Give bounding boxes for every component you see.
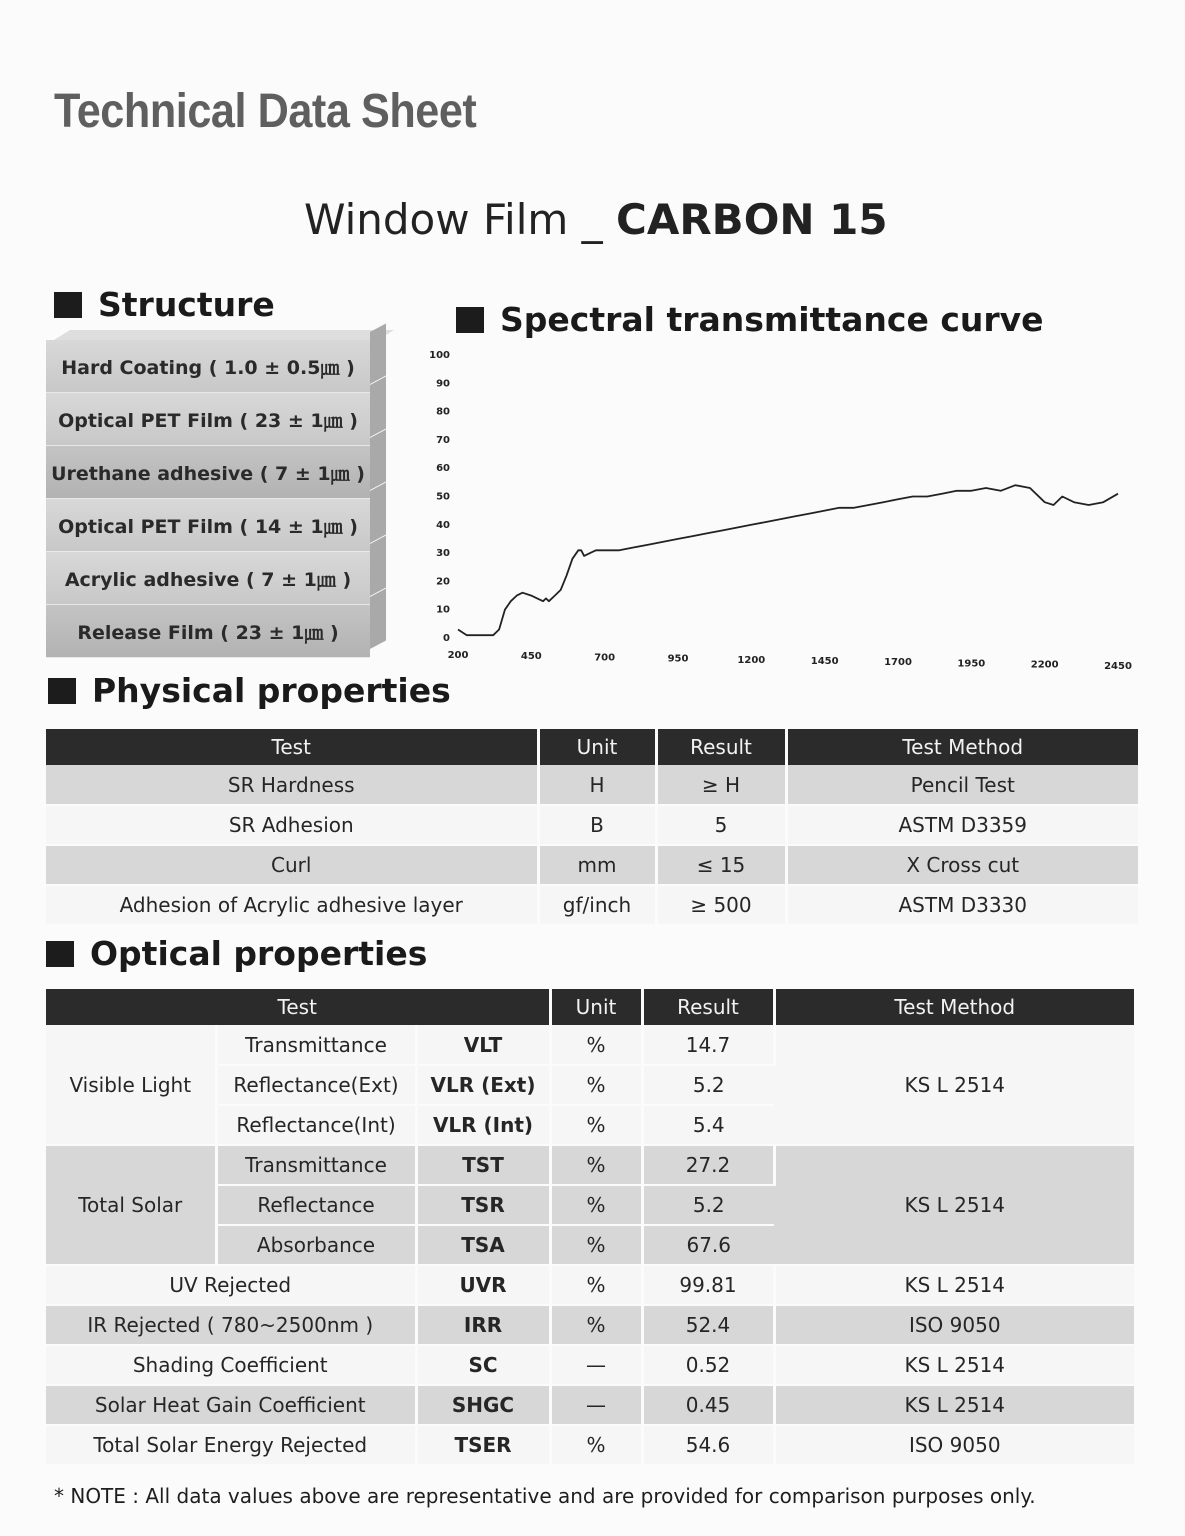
result-cell: 5.2 [642, 1185, 774, 1225]
layer-release-film: Release Film ( 23 ± 1㎛ ) [46, 605, 370, 658]
test-cell: Adhesion of Acrylic adhesive layer [46, 885, 538, 925]
method-cell: Pencil Test [786, 765, 1138, 805]
code-cell: TST [416, 1145, 550, 1185]
code-cell: VLT [416, 1025, 550, 1065]
method-cell: X Cross cut [786, 845, 1138, 885]
structure-heading [54, 285, 275, 324]
unit-cell: % [550, 1185, 642, 1225]
unit-cell: % [550, 1225, 642, 1265]
code-cell: VLR (Int) [416, 1105, 550, 1145]
layer-urethane-adhesive: Urethane adhesive ( 7 ± 1㎛ ) [46, 446, 370, 499]
result-cell: 54.6 [642, 1425, 774, 1465]
unit-cell: mm [538, 845, 656, 885]
result-cell: 5.4 [642, 1105, 774, 1145]
x-tick-label: 2200 [1030, 659, 1059, 671]
result-cell: 5.2 [642, 1065, 774, 1105]
unit-cell: H [538, 765, 656, 805]
document-title: Technical Data Sheet [54, 85, 477, 138]
square-bullet-icon [48, 678, 76, 704]
test-cell: Transmittance [216, 1025, 416, 1065]
test-cell: Reflectance(Int) [216, 1105, 416, 1145]
test-cell: Absorbance [216, 1225, 416, 1265]
test-cell: UV Rejected [46, 1265, 416, 1305]
transmittance-series-line [458, 485, 1118, 635]
physical-properties-table [46, 729, 1138, 926]
table-row [46, 1345, 1134, 1385]
method-cell: ASTM D3330 [786, 885, 1138, 925]
y-tick-label: 20 [436, 576, 450, 588]
footnote: * NOTE : All data values above are representative and are provided for comparison purposes only. [54, 1484, 1036, 1508]
column-header: Result [642, 989, 774, 1025]
product-name: CARBON 15 [616, 195, 888, 244]
result-cell: 0.52 [642, 1345, 774, 1385]
code-cell: VLR (Ext) [416, 1065, 550, 1105]
code-cell: TSER [416, 1425, 550, 1465]
y-tick-label: 0 [443, 633, 450, 644]
x-tick-label: 2450 [1104, 660, 1132, 672]
unit-cell: % [550, 1065, 642, 1105]
product-prefix: Window Film _ [304, 195, 617, 244]
table-row [46, 885, 1138, 925]
table-header-row [46, 729, 1138, 765]
test-cell: SR Hardness [46, 765, 538, 805]
y-tick-label: 90 [436, 378, 450, 390]
column-header: Unit [538, 729, 656, 765]
table-row [46, 845, 1138, 885]
table-header-row [46, 989, 1134, 1025]
y-tick-label: 10 [436, 604, 450, 616]
product-title [304, 195, 888, 244]
unit-cell: % [550, 1105, 642, 1145]
x-tick-label: 1700 [884, 657, 912, 669]
method-cell: KS L 2514 [774, 1385, 1134, 1425]
result-cell: ≥ H [656, 765, 786, 805]
method-cell: KS L 2514 [774, 1265, 1134, 1305]
test-cell: Reflectance [216, 1185, 416, 1225]
test-cell: Shading Coefficient [46, 1345, 416, 1385]
layer-hard-coating: Hard Coating ( 1.0 ± 0.5㎛ ) [46, 340, 370, 393]
x-tick-label: 1200 [737, 654, 766, 666]
unit-cell: gf/inch [538, 885, 656, 925]
spectral-transmittance-chart [420, 340, 1150, 680]
group-cell: Visible Light [46, 1025, 216, 1145]
code-cell: UVR [416, 1265, 550, 1305]
spectral-heading [456, 300, 1044, 339]
table-row [46, 1425, 1134, 1465]
unit-cell: % [550, 1025, 642, 1065]
column-header: Test Method [774, 989, 1134, 1025]
y-tick-label: 60 [436, 463, 450, 475]
y-tick-label: 100 [429, 350, 450, 361]
optical-heading [46, 934, 427, 973]
code-cell: SHGC [416, 1385, 550, 1425]
square-bullet-icon [54, 292, 82, 318]
y-tick-label: 30 [436, 548, 450, 560]
table-row [46, 765, 1138, 805]
table-row [46, 1385, 1134, 1425]
unit-cell: B [538, 805, 656, 845]
spectral-heading-text: Spectral transmittance curve [500, 300, 1044, 339]
result-cell: 67.6 [642, 1225, 774, 1265]
square-bullet-icon [46, 941, 74, 967]
method-cell: ISO 9050 [774, 1425, 1134, 1465]
x-tick-label: 1450 [810, 656, 839, 667]
layer-optical-pet-1: Optical PET Film ( 23 ± 1㎛ ) [46, 393, 370, 446]
table-row [46, 1025, 1134, 1065]
method-cell: ASTM D3359 [786, 805, 1138, 845]
layer-optical-pet-2: Optical PET Film ( 14 ± 1㎛ ) [46, 499, 370, 552]
table-row [46, 1145, 1134, 1185]
structure-layer-stack [46, 340, 386, 658]
column-header: Unit [550, 989, 642, 1025]
y-tick-label: 70 [436, 434, 450, 446]
column-header: Test Method [786, 729, 1138, 765]
result-cell: ≥ 500 [656, 885, 786, 925]
optical-properties-table [46, 989, 1134, 1466]
structure-heading-text: Structure [98, 285, 275, 324]
test-cell: Transmittance [216, 1145, 416, 1185]
result-cell: 99.81 [642, 1265, 774, 1305]
x-tick-label: 950 [667, 653, 689, 665]
physical-heading-text: Physical properties [92, 671, 451, 710]
test-cell: IR Rejected ( 780~2500nm ) [46, 1305, 416, 1345]
test-cell: Reflectance(Ext) [216, 1065, 416, 1105]
column-header: Test [46, 989, 550, 1025]
test-cell: Curl [46, 845, 538, 885]
y-tick-label: 50 [436, 491, 450, 503]
unit-cell: % [550, 1265, 642, 1305]
square-bullet-icon [456, 307, 484, 333]
y-tick-label: 40 [436, 519, 450, 531]
code-cell: TSR [416, 1185, 550, 1225]
layer-acrylic-adhesive: Acrylic adhesive ( 7 ± 1㎛ ) [46, 552, 370, 605]
method-cell: ISO 9050 [774, 1305, 1134, 1345]
code-cell: TSA [416, 1225, 550, 1265]
column-header: Result [656, 729, 786, 765]
unit-cell: % [550, 1305, 642, 1345]
method-cell: KS L 2514 [774, 1345, 1134, 1385]
result-cell: 27.2 [642, 1145, 774, 1185]
physical-heading [48, 671, 451, 710]
test-cell: Total Solar Energy Rejected [46, 1425, 416, 1465]
optical-heading-text: Optical properties [90, 934, 428, 973]
table-row [46, 805, 1138, 845]
result-cell: ≤ 15 [656, 845, 786, 885]
code-cell: SC [416, 1345, 550, 1385]
result-cell: 14.7 [642, 1025, 774, 1065]
unit-cell: — [550, 1385, 642, 1425]
method-cell: KS L 2514 [774, 1145, 1134, 1265]
unit-cell: — [550, 1345, 642, 1385]
result-cell: 5 [656, 805, 786, 845]
result-cell: 0.45 [642, 1385, 774, 1425]
test-cell: Solar Heat Gain Coefficient [46, 1385, 416, 1425]
unit-cell: % [550, 1425, 642, 1465]
group-cell: Total Solar [46, 1145, 216, 1265]
table-row [46, 1305, 1134, 1345]
test-cell: SR Adhesion [46, 805, 538, 845]
y-tick-label: 80 [436, 406, 450, 418]
result-cell: 52.4 [642, 1305, 774, 1345]
method-cell: KS L 2514 [774, 1025, 1134, 1145]
x-tick-label: 1950 [957, 658, 986, 670]
x-tick-label: 700 [594, 652, 616, 664]
unit-cell: % [550, 1145, 642, 1185]
code-cell: IRR [416, 1305, 550, 1345]
x-tick-label: 200 [447, 650, 469, 661]
column-header: Test [46, 729, 538, 765]
table-row [46, 1265, 1134, 1305]
x-tick-label: 450 [520, 651, 542, 663]
